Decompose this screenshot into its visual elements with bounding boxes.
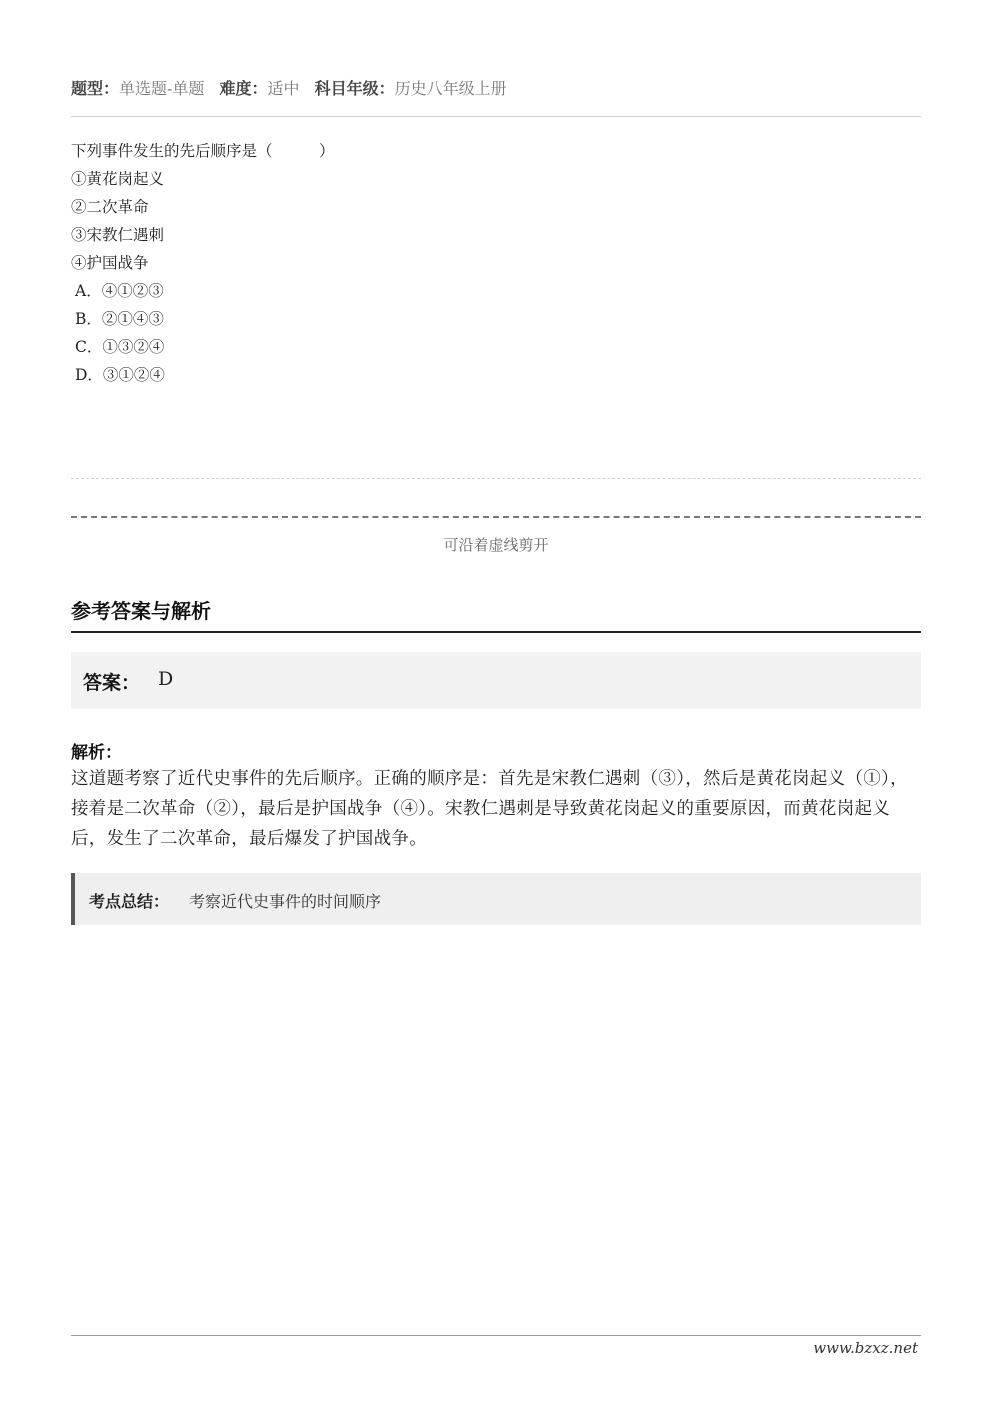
difficulty-label: 难度： xyxy=(219,79,268,98)
type-value: 单选题-单题 xyxy=(119,79,205,98)
question-item: ②二次革命 xyxy=(71,198,149,216)
subject-label: 科目年级： xyxy=(314,79,395,98)
summary-box xyxy=(71,873,921,925)
option-a[interactable]: A．④①②③ xyxy=(75,282,164,300)
reference-divider xyxy=(71,631,921,633)
difficulty-value: 适中 xyxy=(267,79,300,98)
option-b[interactable]: B．②①④③ xyxy=(75,310,164,328)
answer-value: D xyxy=(158,668,174,690)
question-item: ③宋教仁遇刺 xyxy=(71,226,165,244)
question-stem: 下列事件发生的先后顺序是（ ） xyxy=(71,142,335,160)
dashed-divider-light xyxy=(71,478,921,479)
option-d[interactable]: D．③①②④ xyxy=(75,366,165,384)
summary-text: 考察近代史事件的时间顺序 xyxy=(189,892,382,911)
answer-box xyxy=(71,652,921,709)
question-item: ①黄花岗起义 xyxy=(71,170,165,188)
analysis-label: 解析： xyxy=(71,743,122,763)
question-block xyxy=(71,137,921,389)
subject-value: 历史八年级上册 xyxy=(394,79,507,98)
answer-label: 答案： xyxy=(83,672,141,694)
meta-divider xyxy=(71,116,921,117)
question-item: ④护国战争 xyxy=(71,254,149,272)
reference-title: 参考答案与解析 xyxy=(71,599,211,623)
cut-note: 可沿着虚线剪开 xyxy=(443,536,549,554)
question-meta xyxy=(71,76,921,102)
options-list xyxy=(71,277,921,389)
footer-site: www.bzxz.net xyxy=(813,1339,918,1357)
summary-label: 考点总结： xyxy=(89,892,170,911)
option-c[interactable]: C．①③②④ xyxy=(75,338,165,356)
footer-divider xyxy=(71,1335,921,1336)
type-label: 题型： xyxy=(71,79,120,98)
cut-line xyxy=(71,516,921,518)
analysis-text: 这道题考察了近代史事件的先后顺序。正确的顺序是：首先是宋教仁遇刺（③），然后是黄花岗起义（①），接着是二次革命（②），最后是护国战争（④）。宋教仁遇刺是导致黄花岗起义的重要原因，而黄花岗起义后，发生了二次革命，最后爆发了护国战争。 xyxy=(71,769,908,849)
